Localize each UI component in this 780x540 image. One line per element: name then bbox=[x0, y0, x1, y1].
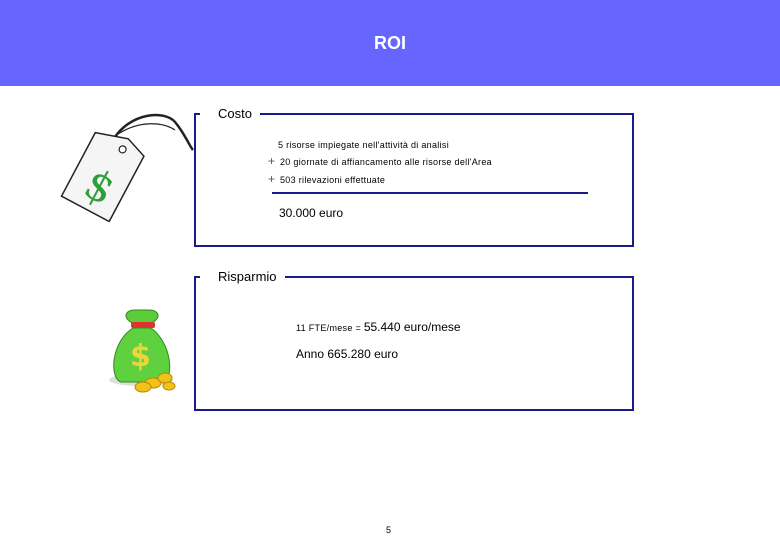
plus-icon: + bbox=[268, 172, 276, 186]
svg-text:$: $ bbox=[76, 158, 124, 215]
svg-text:$: $ bbox=[130, 339, 151, 374]
costo-line-2: 20 giornate di affiancamento alle risorse dell'Area bbox=[280, 157, 492, 167]
costo-line-3: 503 rilevazioni effettuate bbox=[280, 175, 386, 185]
divider bbox=[272, 192, 588, 194]
costo-label: Costo bbox=[200, 106, 260, 121]
costo-line-1: 5 risorse impiegate nell'attività di analisi bbox=[278, 140, 449, 150]
risparmio-panel bbox=[194, 276, 634, 411]
price-tag-icon bbox=[45, 112, 195, 222]
header-bar bbox=[0, 0, 780, 86]
risparmio-fte-row bbox=[296, 318, 461, 336]
plus-icon: + bbox=[268, 154, 276, 168]
money-bag-icon bbox=[105, 308, 185, 398]
costo-total: 30.000 euro bbox=[279, 206, 344, 220]
page-title: ROI bbox=[373, 33, 406, 53]
risparmio-label: Risparmio bbox=[200, 269, 285, 284]
annual-saving: Anno 665.280 euro bbox=[296, 347, 399, 361]
costo-panel bbox=[194, 113, 634, 247]
fte-text: 11 FTE/mese = bbox=[296, 323, 364, 333]
monthly-saving: 55.440 euro/mese bbox=[363, 320, 461, 334]
page-number: 5 bbox=[386, 525, 392, 535]
